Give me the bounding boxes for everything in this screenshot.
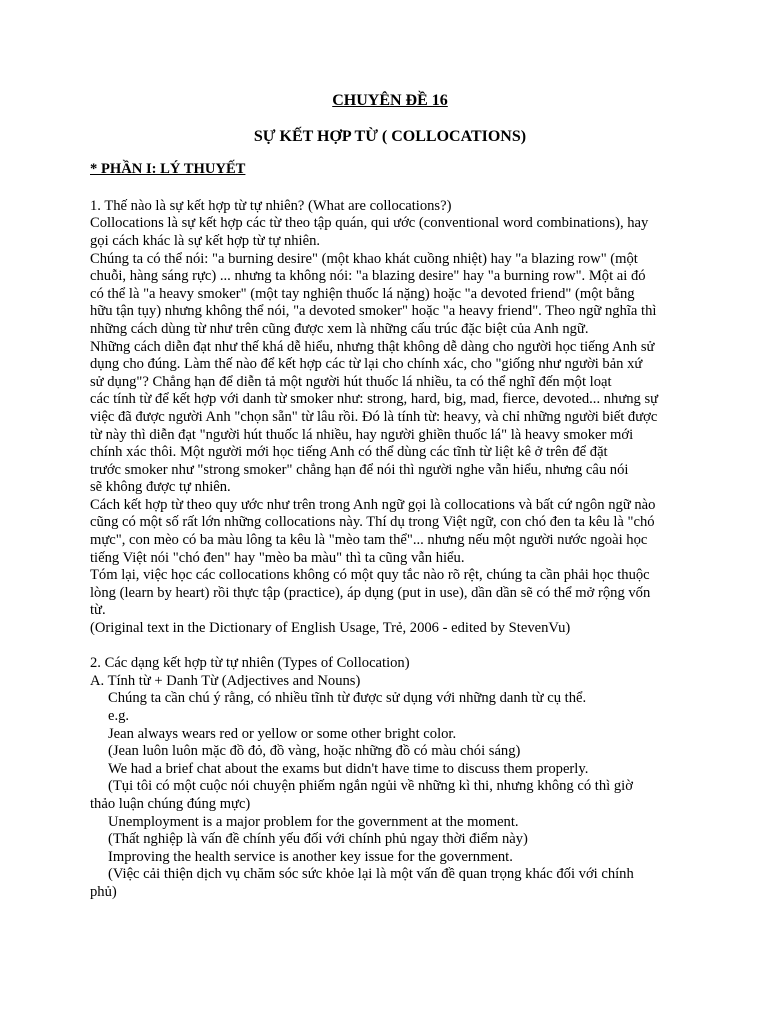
subsection-heading: A. Tính từ + Danh Từ (Adjectives and Nouns) [90, 672, 361, 689]
document-title: CHUYÊN ĐỀ 16 [332, 92, 448, 109]
text-line: có thể là "a heavy smoker" (một tay nghiện thuốc lá nặng) hoặc "a devoted friend" (một bằng [90, 285, 635, 302]
example-line: (Tụi tôi có một cuộc nói chuyện phiếm ngắn ngủi về những kì thi, nhưng không có thì giờ [108, 778, 633, 795]
text-line: dụng cho đúng. Làm thế nào để kết hợp các từ lại cho chính xác, cho "giống như người bản xứ [90, 356, 643, 373]
example-line: (Thất nghiệp là vấn đề chính yếu đối với chính phủ ngay thời điểm này) [108, 831, 528, 848]
example-line: (Jean luôn luôn mặc đồ đỏ, đồ vàng, hoặc những đồ có màu chói sáng) [108, 743, 521, 760]
example-line: phủ) [90, 883, 117, 900]
text-line: sử dụng"? Chẳng hạn để diễn tả một người hút thuốc lá nhiều, ta có thể nghĩ đến một loạt [90, 373, 612, 390]
text-line: cũng có một số rất lớn những collocations này. Thí dụ trong Việt ngữ, con chó đen ta kêu là "chó [90, 514, 655, 531]
text-line: Cách kết hợp từ theo quy ước như trên trong Anh ngữ gọi là collocations và bất cứ ngôn ngữ nào [90, 496, 656, 513]
document-subtitle: SỰ KẾT HỢP TỪ ( COLLOCATIONS) [253, 127, 527, 145]
text-line: 1. Thế nào là sự kết hợp từ tự nhiên? (What are collocations?) [90, 197, 452, 214]
subsection-heading: 2. Các dạng kết hợp từ tự nhiên (Types of Collocation) [90, 655, 410, 672]
text-line: tiếng Việt nói "chó đen" hay "mèo ba màu" thì ta cũng vẫn hiểu. [90, 549, 465, 566]
example-line: Improving the health service is another key issue for the government. [108, 848, 513, 865]
text-line: từ. [90, 602, 106, 619]
text-line: Collocations là sự kết hợp các từ theo tập quán, qui ước (conventional word combinations), hay [90, 215, 649, 232]
text-line: hữu tận tụy) nhưng không thể nói, "a devoted smoker" hoặc "a heavy friend". Theo ngữ nghĩa thì [90, 303, 657, 320]
document-content [90, 92, 690, 902]
example-line: (Việc cải thiện dịch vụ chăm sóc sức khỏe lại là một vấn đề quan trọng khác đối với chính [108, 866, 634, 883]
text-line: Tóm lại, việc học các collocations không có một quy tắc nào rõ rệt, chúng ta cần phải học thuộc [90, 567, 650, 584]
text-line: chuỗi, hàng sáng rực) ... nhưng ta không nói: "a blazing desire" hay "a burning row". Một ai đó [90, 268, 646, 285]
part1-text [90, 198, 690, 638]
example-line: Jean always wears red or yellow or some other bright color. [108, 725, 457, 742]
text-line: việc đã được người Anh "chọn sẵn" từ lâu rồi. Đó là tính từ: heavy, và chỉ những người biết được [90, 408, 658, 425]
text-line: các tính từ để kết hợp với danh từ smoker như: strong, hard, big, mad, fierce, devoted... nhưng sự [90, 391, 659, 408]
text-line: từ này thì diễn đạt "người hút thuốc lá nhiều, hay người ghiền thuốc lá" là heavy smoker mới [90, 426, 634, 443]
section-heading: * PHẦN I: LÝ THUYẾT [90, 161, 246, 178]
text-line: Những cách diễn đạt như thế khá dễ hiểu, nhưng thật không dễ dàng cho người học tiếng Anh sử [90, 338, 655, 355]
example-line: Chúng ta cần chú ý rằng, có nhiều tĩnh từ được sử dụng với những danh từ cụ thể. [108, 690, 587, 707]
text-line: chính xác thôi. Một người mới học tiếng Anh có thể dùng các tĩnh từ liệt kê ở trên để đặt [90, 444, 608, 461]
text-line: gọi cách khác là sự kết hợp từ tự nhiên. [90, 232, 321, 249]
source-citation: (Original text in the Dictionary of English Usage, Trẻ, 2006 - edited by StevenVu) [90, 620, 571, 637]
text-line: những cách dùng từ như trên cũng được xem là những cấu trúc đặc biệt của Anh ngữ. [90, 320, 589, 337]
text-line: lòng (learn by heart) rồi thực tập (practice), áp dụng (put in use), dần dần sẽ có thể mở rộng vốn [90, 584, 651, 601]
example-line: We had a brief chat about the exams but didn't have time to discuss them properly. [108, 760, 589, 777]
part2-text [90, 655, 690, 901]
text-line: trước smoker như "strong smoker" chẳng hạn để nói thì người nghe vẫn hiểu, nhưng câu nói [90, 461, 629, 478]
text-line: sẽ không được tự nhiên. [90, 479, 231, 496]
text-line: mực", con mèo có ba màu lông ta kêu là "mèo tam thể"... nhưng nếu một người nước ngoài học [90, 532, 648, 549]
text-line: Chúng ta có thể nói: "a burning desire" (một khao khát cuồng nhiệt) hay "a blazing row" (một [90, 250, 638, 267]
example-line: thảo luận chúng đúng mực) [90, 795, 251, 812]
example-line: e.g. [108, 708, 130, 724]
example-line: Unemployment is a major problem for the government at the moment. [108, 813, 519, 830]
